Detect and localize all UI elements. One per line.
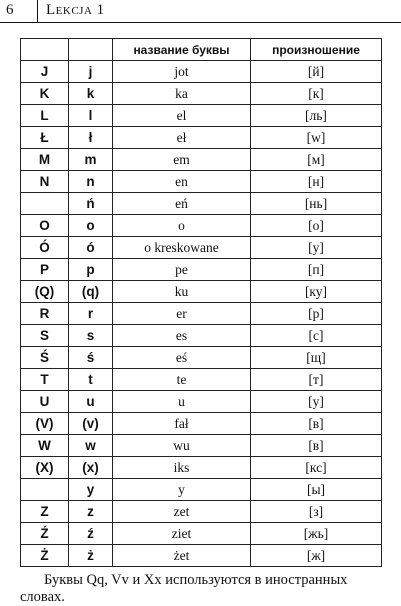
uppercase-letter: Z [21,501,69,523]
table-row [21,347,382,369]
letter-name: ziet [113,523,251,545]
table-row [21,149,382,171]
lowercase-letter: r [69,303,113,325]
uppercase-letter: (V) [21,413,69,435]
uppercase-letter: N [21,171,69,193]
letter-name: y [113,479,251,501]
letter-name: en [113,171,251,193]
table-row [21,479,382,501]
uppercase-letter: Ż [21,545,69,567]
table-row [21,193,382,215]
uppercase-letter: W [21,435,69,457]
pronunciation: [м] [251,149,382,171]
uppercase-letter: (X) [21,457,69,479]
lowercase-letter: w [69,435,113,457]
table-row [21,457,382,479]
uppercase-letter: M [21,149,69,171]
uppercase-letter: T [21,369,69,391]
pronunciation: [w] [251,127,382,149]
pronunciation: [к] [251,83,382,105]
letter-name: u [113,391,251,413]
letter-name: o kreskowane [113,237,251,259]
uppercase-letter: K [21,83,69,105]
letter-name: iks [113,457,251,479]
table-row [21,237,382,259]
table-row [21,413,382,435]
table-row [21,61,382,83]
table-row [21,171,382,193]
uppercase-letter: O [21,215,69,237]
letter-name: eś [113,347,251,369]
table-row [21,325,382,347]
uppercase-letter: L [21,105,69,127]
table-row [21,391,382,413]
pronunciation: [ку] [251,281,382,303]
pronunciation: [в] [251,413,382,435]
pronunciation: [т] [251,369,382,391]
lowercase-letter: (q) [69,281,113,303]
uppercase-letter [21,193,69,215]
lowercase-letter: o [69,215,113,237]
footnote-text: Буквы Qq, Vv и Xx используются в иностранных словах. [20,572,348,605]
table-row [21,523,382,545]
lowercase-letter: ź [69,523,113,545]
uppercase-letter: P [21,259,69,281]
letter-name: fał [113,413,251,435]
lowercase-letter: y [69,479,113,501]
lowercase-letter: n [69,171,113,193]
table-row [21,259,382,281]
letter-name: es [113,325,251,347]
lowercase-letter: j [69,61,113,83]
table-row [21,215,382,237]
alphabet-table [20,38,382,567]
pronunciation: [в] [251,435,382,457]
col-header-pronunciation: произношение [251,39,382,61]
uppercase-letter: U [21,391,69,413]
uppercase-letter [21,479,69,501]
col-header-lowercase [69,39,113,61]
pronunciation: [щ] [251,347,382,369]
pronunciation: [ль] [251,105,382,127]
letter-name: em [113,149,251,171]
uppercase-letter: (Q) [21,281,69,303]
table-row [21,127,382,149]
uppercase-letter: J [21,61,69,83]
letter-name: zet [113,501,251,523]
table-row [21,303,382,325]
lowercase-letter: ó [69,237,113,259]
letter-name: te [113,369,251,391]
pronunciation: [о] [251,215,382,237]
lowercase-letter: (x) [69,457,113,479]
col-header-uppercase [21,39,69,61]
lowercase-letter: ś [69,347,113,369]
table-header-row [21,39,382,61]
uppercase-letter: S [21,325,69,347]
pronunciation: [р] [251,303,382,325]
pronunciation: [у] [251,391,382,413]
letter-name: jot [113,61,251,83]
letter-name: żet [113,545,251,567]
table-row [21,501,382,523]
letter-name: er [113,303,251,325]
lowercase-letter: m [69,149,113,171]
pronunciation: [кс] [251,457,382,479]
uppercase-letter: Ś [21,347,69,369]
lowercase-letter: t [69,369,113,391]
letter-name: wu [113,435,251,457]
pronunciation: [п] [251,259,382,281]
uppercase-letter: Ź [21,523,69,545]
lowercase-letter: ż [69,545,113,567]
lowercase-letter: s [69,325,113,347]
pronunciation: [з] [251,501,382,523]
uppercase-letter: Ł [21,127,69,149]
pronunciation: [й] [251,61,382,83]
table-row [21,281,382,303]
pronunciation: [ж] [251,545,382,567]
letter-name: eń [113,193,251,215]
page-header [0,0,401,24]
lowercase-letter: z [69,501,113,523]
pronunciation: [нь] [251,193,382,215]
section-title: Lekcja 1 [46,2,105,18]
page-number: 6 [6,2,14,18]
table-row [21,369,382,391]
table-row [21,435,382,457]
lowercase-letter: p [69,259,113,281]
uppercase-letter: Ó [21,237,69,259]
table-row [21,105,382,127]
pronunciation: [у] [251,237,382,259]
uppercase-letter: R [21,303,69,325]
letter-name: o [113,215,251,237]
lowercase-letter: ń [69,193,113,215]
lowercase-letter: k [69,83,113,105]
lowercase-letter: ł [69,127,113,149]
pronunciation: [н] [251,171,382,193]
letter-name: ka [113,83,251,105]
letter-name: eł [113,127,251,149]
header-rule [0,22,401,23]
letter-name: el [113,105,251,127]
pronunciation: [с] [251,325,382,347]
letter-name: ku [113,281,251,303]
table-body [21,61,382,567]
header-separator [37,0,38,22]
table-row [21,545,382,567]
table-row [21,83,382,105]
letter-name: pe [113,259,251,281]
pronunciation: [жь] [251,523,382,545]
pronunciation: [ы] [251,479,382,501]
lowercase-letter: l [69,105,113,127]
lowercase-letter: (v) [69,413,113,435]
lowercase-letter: u [69,391,113,413]
col-header-letter-name: название буквы [113,39,251,61]
